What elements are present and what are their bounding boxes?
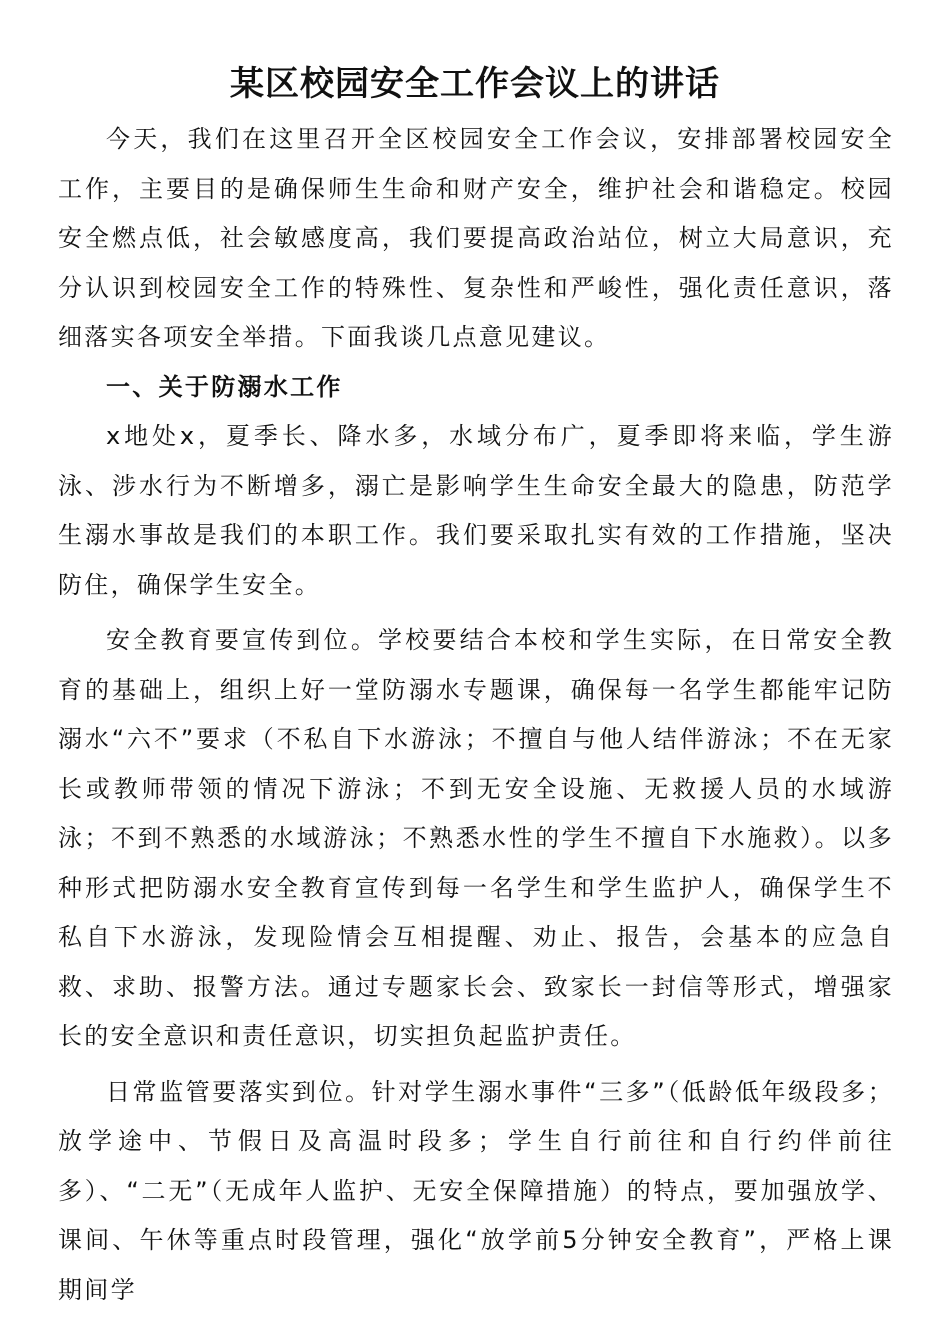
body-paragraph: 安全教育要宣传到位。学校要结合本校和学生实际，在日常安全教育的基础上，组织上好一堂防溺水专题课，确保每一名学生都能牢记防溺水“六不”要求（不私自下水游泳；不擅自与他人结伴游泳；不在无家长或教师带领的情况下游泳；不到无安全设施、无救援人员的水域游泳；不到不熟悉的水域游泳；不熟悉水性的学生不擅自下水施救）。以多种形式把防溺水安全教育宣传到每一名学生和学生监护人，确保学生不私自下水游泳，发现险情会互相提醒、劝止、报告，会基本的应急自救、求助、报警方法。通过专题家长会、致家长一封信等形式，增强家长的安全意识和责任意识，切实担负起监护责任。: [58, 626, 894, 1050]
body-paragraph: x地处x，夏季长、降水多，水域分布广，夏季即将来临，学生游泳、涉水行为不断增多，溺亡是影响学生生命安全最大的隐患，防范学生溺水事故是我们的本职工作。我们要采取扎实有效的工作措施，坚决防住，确保学生安全。: [58, 422, 894, 599]
document-body: [58, 115, 894, 1315]
intro-paragraph: 今天，我们在这里召开全区校园安全工作会议，安排部署校园安全工作，主要目的是确保师生生命和财产安全，维护社会和谐稳定。校园安全燃点低，社会敏感度高，我们要提高政治站位，树立大局意识，充分认识到校园安全工作的特殊性、复杂性和严峻性，强化责任意识，落细落实各项安全举措。下面我谈几点意见建议。: [58, 125, 894, 351]
section-heading: 一、关于防溺水工作: [106, 372, 343, 401]
document-title: 某区校园安全工作会议上的讲话: [230, 64, 720, 104]
body-paragraph: 日常监管要落实到位。针对学生溺水事件“三多”（低龄低年级段多；放学途中、节假日及高温时段多；学生自行前往和自行约伴前往多）、“二无”（无成年人监护、无安全保障措施）的特点，要加强放学、课间、午休等重点时段管理，强化“放学前5分钟安全教育”，严格上课期间学: [58, 1077, 894, 1304]
